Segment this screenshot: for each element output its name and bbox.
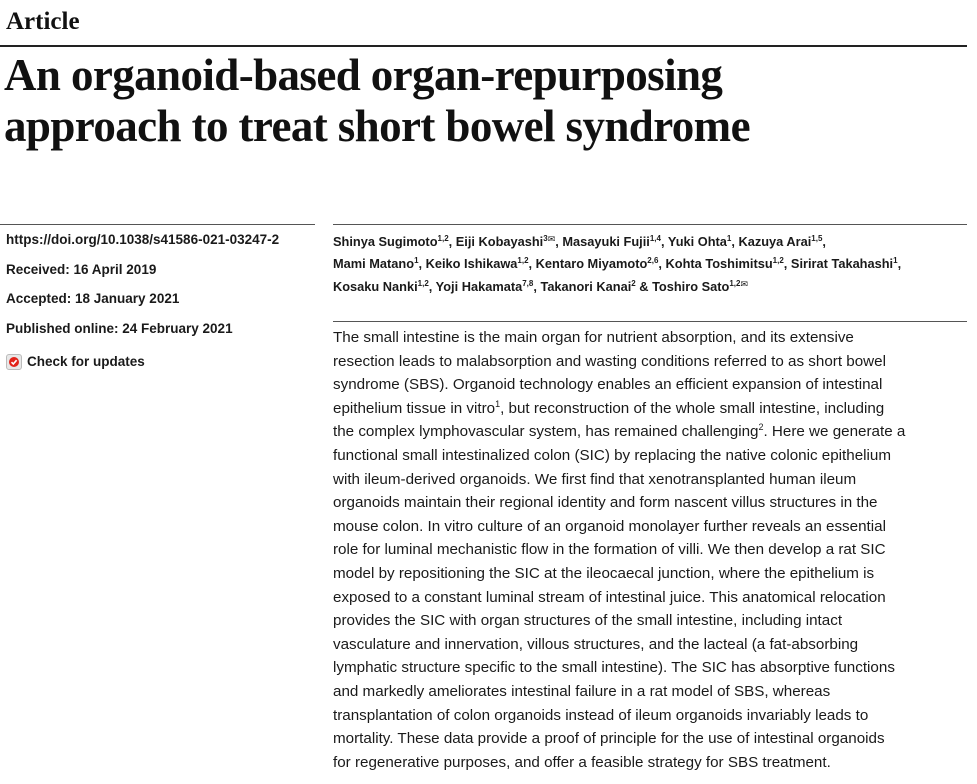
abstract-line: mortality. These data provide a proof of principle for the use of intestinal organoids	[333, 730, 885, 748]
author-name[interactable]: Mami Matano	[333, 255, 415, 271]
abstract-text: the complex lymphovascular system, has remained challenging	[333, 423, 759, 441]
author-affiliation: 1,2	[772, 255, 784, 265]
author-affiliation: 7,8	[522, 279, 534, 288]
separator: ,	[660, 234, 668, 249]
author-affiliation: 2	[631, 279, 636, 288]
author-affiliation: 2,6	[647, 255, 659, 265]
author-name[interactable]: Sirirat Takahashi	[790, 255, 894, 271]
author-affiliation: 1,2	[729, 279, 741, 288]
title-line: An organoid-based organ-repurposing	[4, 50, 723, 100]
abstract-line: The small intestine is the main organ for nutrient absorption, and its extensive	[333, 329, 854, 346]
separator: ,	[731, 234, 739, 249]
author-name[interactable]: Kentaro Miyamoto	[535, 255, 648, 271]
author-name[interactable]: Takanori Kanai	[540, 279, 632, 294]
header-divider	[0, 45, 967, 47]
abstract-text: epithelium tissue in vitro	[333, 399, 496, 417]
abstract-line: mouse colon. In vitro culture of an organoid monolayer further reveals an essential	[333, 517, 886, 535]
separator: ,	[822, 234, 826, 249]
separator: ,	[658, 255, 666, 271]
separator: ,	[533, 279, 541, 294]
author-line	[333, 229, 967, 253]
citation-ref[interactable]: 1	[495, 398, 501, 409]
separator: &	[635, 279, 653, 294]
author-line	[333, 253, 967, 275]
separator: ,	[555, 234, 563, 249]
abstract-divider	[333, 321, 967, 322]
published-date: Published online: 24 February 2021	[6, 320, 233, 336]
section-label: Article	[6, 8, 80, 35]
author-name[interactable]: Kohta Toshimitsu	[665, 255, 773, 271]
abstract-line: functional small intestinalized colon (SIC) by replacing the native colonic epithelium	[333, 446, 892, 464]
separator: ,	[897, 255, 902, 271]
abstract-line: syndrome (SBS). Organoid technology enables an efficient expansion of intestinal	[333, 376, 883, 394]
abstract-line: model by repositioning the SIC at the ileocaecal junction, where the epithelium is	[333, 564, 875, 582]
author-affiliation: 1	[726, 234, 732, 243]
abstract	[333, 326, 973, 774]
author-name[interactable]: Masayuki Fujii	[562, 234, 650, 249]
author-name[interactable]: Eiji Kobayashi	[455, 234, 544, 249]
accepted-date: Accepted: 18 January 2021	[6, 291, 180, 306]
author-name[interactable]: Toshiro Sato	[652, 279, 730, 294]
author-affiliation: 1,4	[649, 234, 661, 243]
author-name[interactable]: Yuki Ohta	[667, 234, 727, 249]
abstract-line	[333, 420, 973, 444]
received-date: Received: 16 April 2019	[6, 261, 157, 277]
authors-divider	[333, 224, 967, 225]
abstract-line: role for luminal mechanistic flow in the formation of villi. We then develop a rat SIC	[333, 541, 886, 559]
abstract-line: for regenerative purposes, and offer a feasible strategy for SBS treatment.	[333, 753, 831, 771]
separator: ,	[428, 279, 436, 294]
author-affiliation: 1,2	[517, 255, 529, 265]
check-updates-icon	[6, 354, 22, 370]
author-list	[333, 229, 967, 298]
author-name[interactable]: Kazuya Arai	[738, 234, 812, 249]
article-metadata	[6, 229, 316, 377]
citation-ref[interactable]: 2	[758, 422, 764, 433]
abstract-text: , but reconstruction of the whole small intestine, including	[500, 399, 885, 417]
abstract-text: . Here we generate a	[763, 423, 906, 441]
email-icon[interactable]: ✉	[740, 279, 748, 289]
check-for-updates-button[interactable]	[6, 347, 316, 377]
abstract-line: lymphatic structure specific to the small intestine). The SIC has absorptive functions	[333, 659, 895, 677]
check-updates-label: Check for updates	[27, 353, 145, 369]
abstract-line: organoids maintain their regional identity and form nascent villus structures in the	[333, 494, 878, 512]
email-icon[interactable]: ✉	[547, 234, 556, 244]
separator: ,	[418, 255, 426, 271]
separator: ,	[783, 255, 791, 271]
author-name[interactable]: Kosaku Nanki	[333, 279, 418, 294]
author-affiliation: 1	[893, 255, 898, 265]
abstract-line: with ileum-derived organoids. We first find that xenotransplanted human ileum	[333, 470, 857, 488]
abstract-line: provides the SIC with organ structures of the small intestine, including intact	[333, 612, 843, 630]
title-line: approach to treat short bowel syndrome	[4, 101, 750, 151]
author-name[interactable]: Yoji Hakamata	[435, 279, 523, 294]
separator: ,	[528, 255, 536, 271]
abstract-line: resection leads to malabsorption and wasting conditions referred to as short bowel	[333, 352, 886, 370]
author-name[interactable]: Shinya Sugimoto	[333, 234, 438, 249]
author-name[interactable]: Keiko Ishikawa	[425, 255, 518, 271]
author-affiliation: 1	[414, 255, 419, 265]
author-affiliation: 1,2	[417, 279, 429, 288]
author-line	[333, 274, 967, 298]
abstract-line: and markedly ameliorates intestinal failure in a rat model of SBS, whereas	[333, 682, 831, 700]
author-affiliation: 3	[543, 234, 548, 243]
doi-link[interactable]: https://doi.org/10.1038/s41586-021-03247-2	[6, 232, 280, 247]
abstract-line: vasculature and innervation, villous structures, and the lacteal (a fat-absorbing	[333, 635, 859, 653]
article-title	[4, 50, 969, 152]
author-affiliation: 1,5	[811, 234, 823, 243]
abstract-line: exposed to a constant luminal stream of intestinal juice. This anatomical relocation	[333, 588, 886, 606]
meta-divider	[0, 224, 315, 225]
separator: ,	[448, 234, 456, 249]
author-affiliation: 1,2	[437, 234, 449, 243]
abstract-line	[333, 397, 973, 421]
abstract-line: transplantation of colon organoids instead of ileum organoids invariably leads to	[333, 706, 869, 724]
